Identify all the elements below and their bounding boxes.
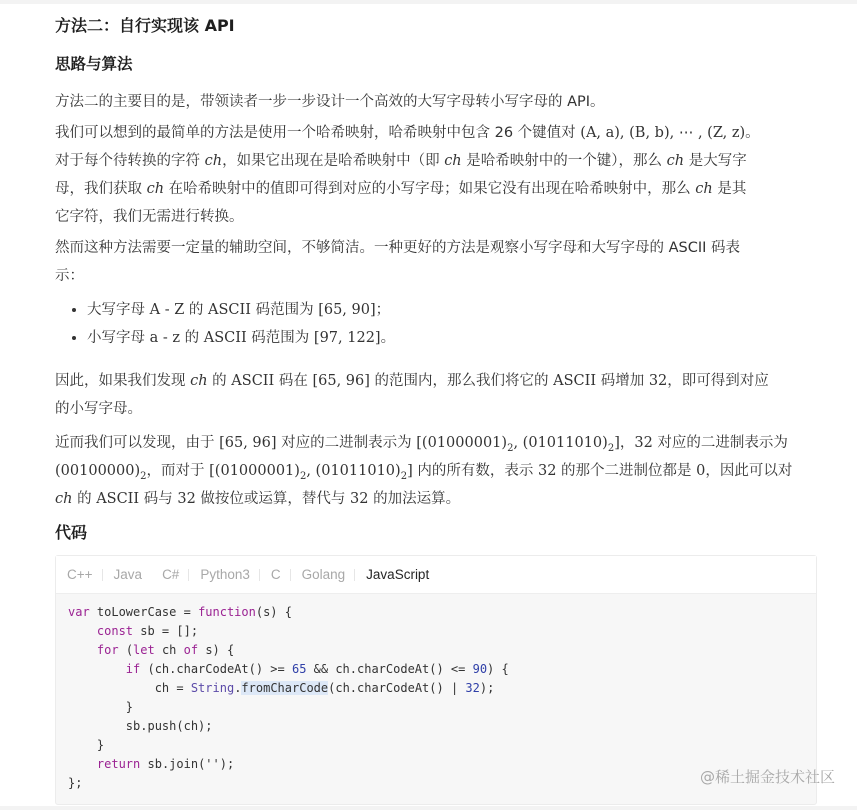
intro-paragraph: 方法二的主要目的是，带领读者一步一步设计一个高效的大写字母转小写字母的 API。 [55, 94, 605, 110]
subsection-approach-heading: 思路与算法 [55, 55, 133, 73]
code-content[interactable]: var toLowerCase = function(s) { const sb = []; for (let ch of s) { if (ch.charCodeAt() >= 65 && ch.charCodeAt() <= 90) { ch = String.fromCharCode(ch.charCodeAt() | 32); } sb.push(ch); } return sb.join(''); }; [68, 605, 509, 790]
language-tabs [56, 556, 816, 594]
section-title: 方法二：自行实现该 API [55, 16, 235, 35]
tab-divider [290, 569, 291, 581]
top-divider [0, 0, 857, 4]
hashmap-paragraph: 我们可以想到的最简单的方法是使用一个哈希映射，哈希映射中包含 26 个键值对 (A, a), (B, b), ⋯ , (Z, z)。 对于每个待转换的字符 ch，如果它出现在是哈希映射中（即 ch 是哈希映射中的一个键），那么 ch 是大写字 母，我们获取 ch 在哈希映射中的值即可得到对应的小写字母；如果它没有出现在哈希映射中，那么 ch 是其 它字符，我们无需进行转换。 [55, 125, 760, 225]
tab-golang[interactable]: Golang [301, 567, 346, 582]
watermark-text: @稀土掘金技术社区 [699, 768, 835, 786]
code-heading: 代码 [55, 523, 88, 542]
list-item-uppercase: • 大写字母 A - Z 的 ASCII 码范围为 [65, 90]； [87, 296, 395, 324]
range-paragraph: 因此，如果我们发现 ch 的 ASCII 码在 [65, 96] 的范围内，那么我们将它的 ASCII 码增加 32，即可得到对应 的小写字母。 [55, 373, 769, 417]
tab-divider [188, 569, 189, 581]
tab-java[interactable]: Java [113, 567, 143, 582]
selected-text: fromCharCode [241, 681, 329, 695]
tab-divider [354, 569, 355, 581]
bottom-divider [0, 806, 857, 810]
tab-c[interactable]: C [270, 567, 281, 582]
tab-csharp[interactable]: C# [162, 567, 180, 582]
tab-cpp[interactable]: C++ [67, 567, 93, 582]
list-item-lowercase: • 小写字母 a - z 的 ASCII 码范围为 [97, 122]。 [87, 324, 395, 352]
binary-paragraph: 近而我们可以发现，由于 [65, 96] 对应的二进制表示为 [$(01000001)_2$, $(01011010)_2$]，32 对应的二进制表示为 $(00100000)_2$，而对于 [$(01000001)_2$, $(01011010)_2$] 内的所有数，表示 32 的那个二进制位都是 0，因此可以对 ch 的 ASCII 码与 32 做按位或运算，替代与 32 的加法运算。 [55, 435, 793, 507]
tab-divider [259, 569, 260, 581]
ascii-paragraph: 然而这种方法需要一定量的辅助空间，不够简洁。一种更好的方法是观察小写字母和大写字母的 ASCII 码表 示： [55, 240, 741, 284]
tab-javascript[interactable]: JavaScript [366, 567, 430, 582]
tab-python3[interactable]: Python3 [200, 567, 250, 582]
ascii-range-list [55, 296, 395, 352]
tab-divider [102, 569, 103, 581]
math-pairs: (A, a), (B, b), ⋯ , (Z, z) [580, 125, 746, 141]
